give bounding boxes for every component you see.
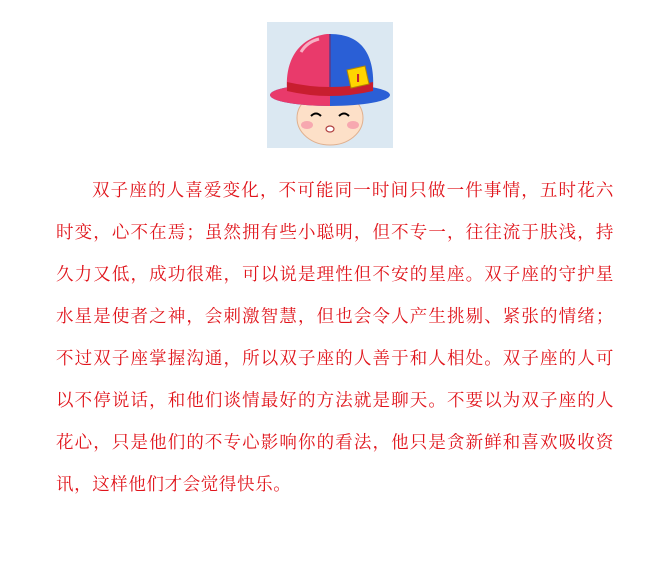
cartoon-hat-illustration (267, 22, 393, 148)
horoscope-paragraph: 双子座的人喜爱变化，不可能同一时间只做一件事情，五时花六时变，心不在焉；虽然拥有些小聪明，但不专一，往往流于肤浅，持久力又低，成功很难，可以说是理性但不安的星座。双子座的守护星水星是使者之神，会刺激智慧，但也会令人产生挑剔、紧张的情绪；不过双子座掌握沟通，所以双子座的人善于和人相处。双子座的人可以不停说话，和他们谈情最好的方法就是聊天。不要以为双子座的人花心，只是他们的不专心影响你的看法，他只是贪新鲜和喜欢吸收资讯，这样他们才会觉得快乐。 (56, 181, 614, 495)
hat-face-image (267, 22, 393, 148)
hat-badge (347, 66, 369, 88)
badge-letter: I (355, 72, 361, 85)
left-cheek (301, 121, 313, 129)
right-cheek (347, 121, 359, 129)
mouth (326, 126, 334, 132)
